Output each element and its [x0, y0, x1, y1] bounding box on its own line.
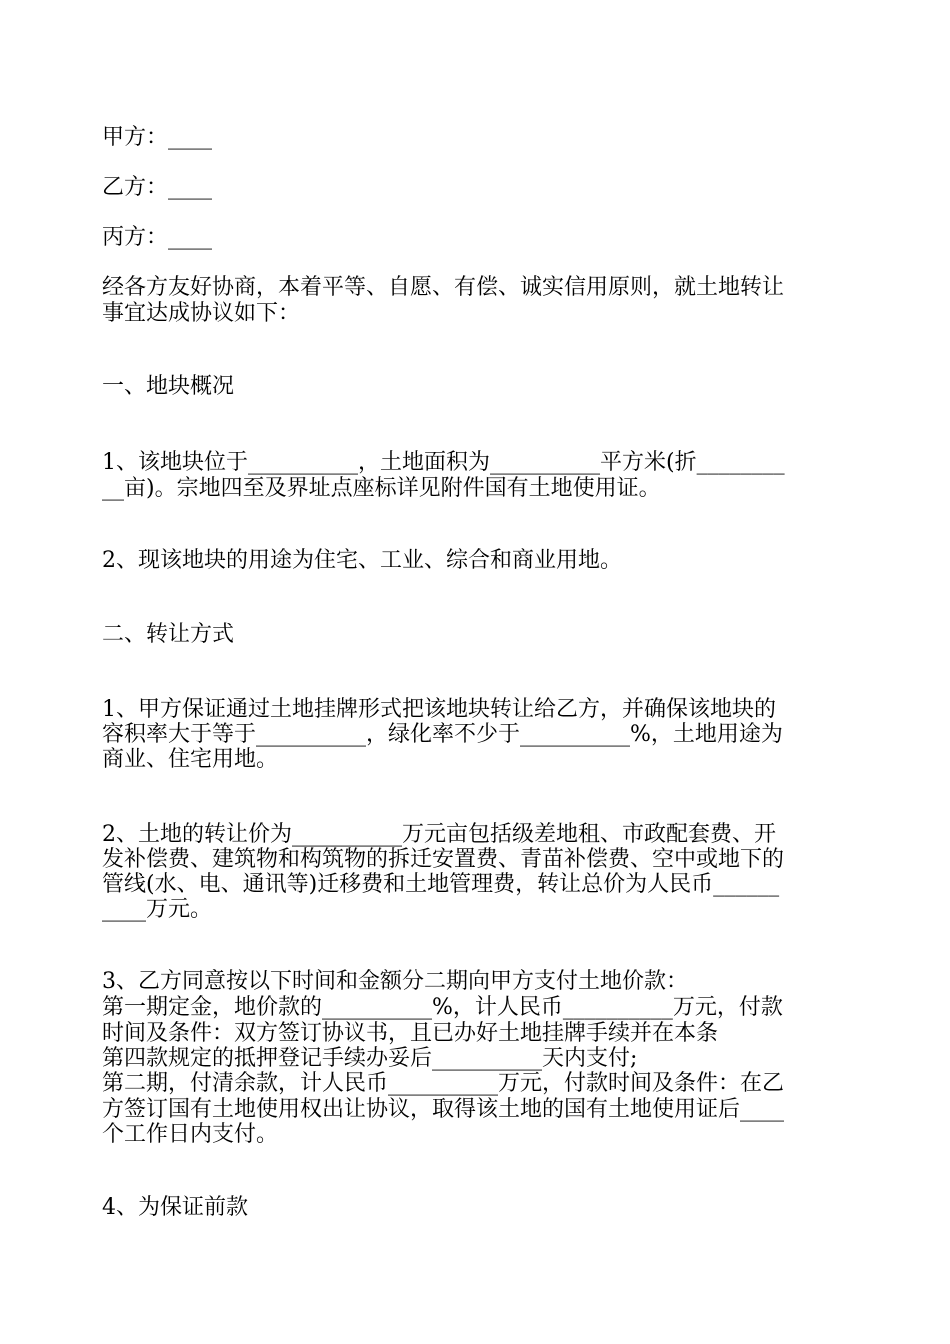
- section-2-item-3-line-4: 第四款规定的抵押登记手续办妥后__________天内支付;: [102, 1046, 638, 1071]
- section-2-item-1-line-2: 容积率大于等于__________，绿化率不少于__________%，土地用途为: [102, 722, 783, 747]
- section-2-title: 二、转让方式: [102, 622, 235, 647]
- section-1-item-2: 2、现该地块的用途为住宅、工业、综合和商业用地。: [102, 548, 622, 573]
- party-a-line: 甲方：____: [102, 125, 213, 150]
- section-2-item-1-line-1: 1、甲方保证通过土地挂牌形式把该地块转让给乙方，并确保该地块的: [102, 697, 776, 722]
- section-2-item-3-line-2: 第一期定金，地价款的__________%，计人民币__________万元，付款: [102, 995, 783, 1020]
- section-2-item-3-line-3: 时间及条件：双方签订协议书，且已办好土地挂牌手续并在本条: [102, 1021, 719, 1046]
- section-2-item-3-line-5: 第二期，付清余款，计人民币__________万元，付款时间及条件：在乙: [102, 1071, 785, 1096]
- section-1-item-1-line-1: 1、该地块位于__________，土地面积为__________平方米(折________: [102, 450, 785, 475]
- section-2-item-2-line-2: 发补偿费、建筑物和构筑物的拆迁安置费、青苗补偿费、空中或地下的: [102, 847, 785, 872]
- party-c-line: 丙方：____: [102, 225, 213, 250]
- intro-paragraph-line-2: 事宜达成协议如下：: [102, 301, 301, 326]
- intro-paragraph-line-1: 经各方友好协商，本着平等、自愿、有偿、诚实信用原则，就土地转让: [102, 275, 785, 300]
- section-2-item-2-line-1: 2、土地的转让价为__________万元亩包括级差地租、市政配套费、开: [102, 822, 776, 847]
- party-b-line: 乙方：____: [102, 175, 213, 200]
- section-2-item-4: 4、为保证前款: [102, 1195, 248, 1220]
- section-2-item-1-line-3: 商业、住宅用地。: [102, 747, 279, 772]
- section-1-title: 一、地块概况: [102, 374, 235, 399]
- section-2-item-2-line-4: ____万元。: [102, 897, 213, 922]
- section-2-item-3-line-7: 个工作日内支付。: [102, 1122, 279, 1147]
- section-2-item-2-line-3: 管线(水、电、通讯等)迁移费和土地管理费，转让总价为人民币______: [102, 872, 780, 897]
- section-2-item-3-line-6: 方签订国有土地使用权出让协议，取得该土地的国有土地使用证后____: [102, 1097, 785, 1122]
- section-2-item-3-line-1: 3、乙方同意按以下时间和金额分二期向甲方支付土地价款：: [102, 969, 688, 994]
- section-1-item-1-line-2: __亩)。宗地四至及界址点座标详见附件国有土地使用证。: [102, 476, 661, 501]
